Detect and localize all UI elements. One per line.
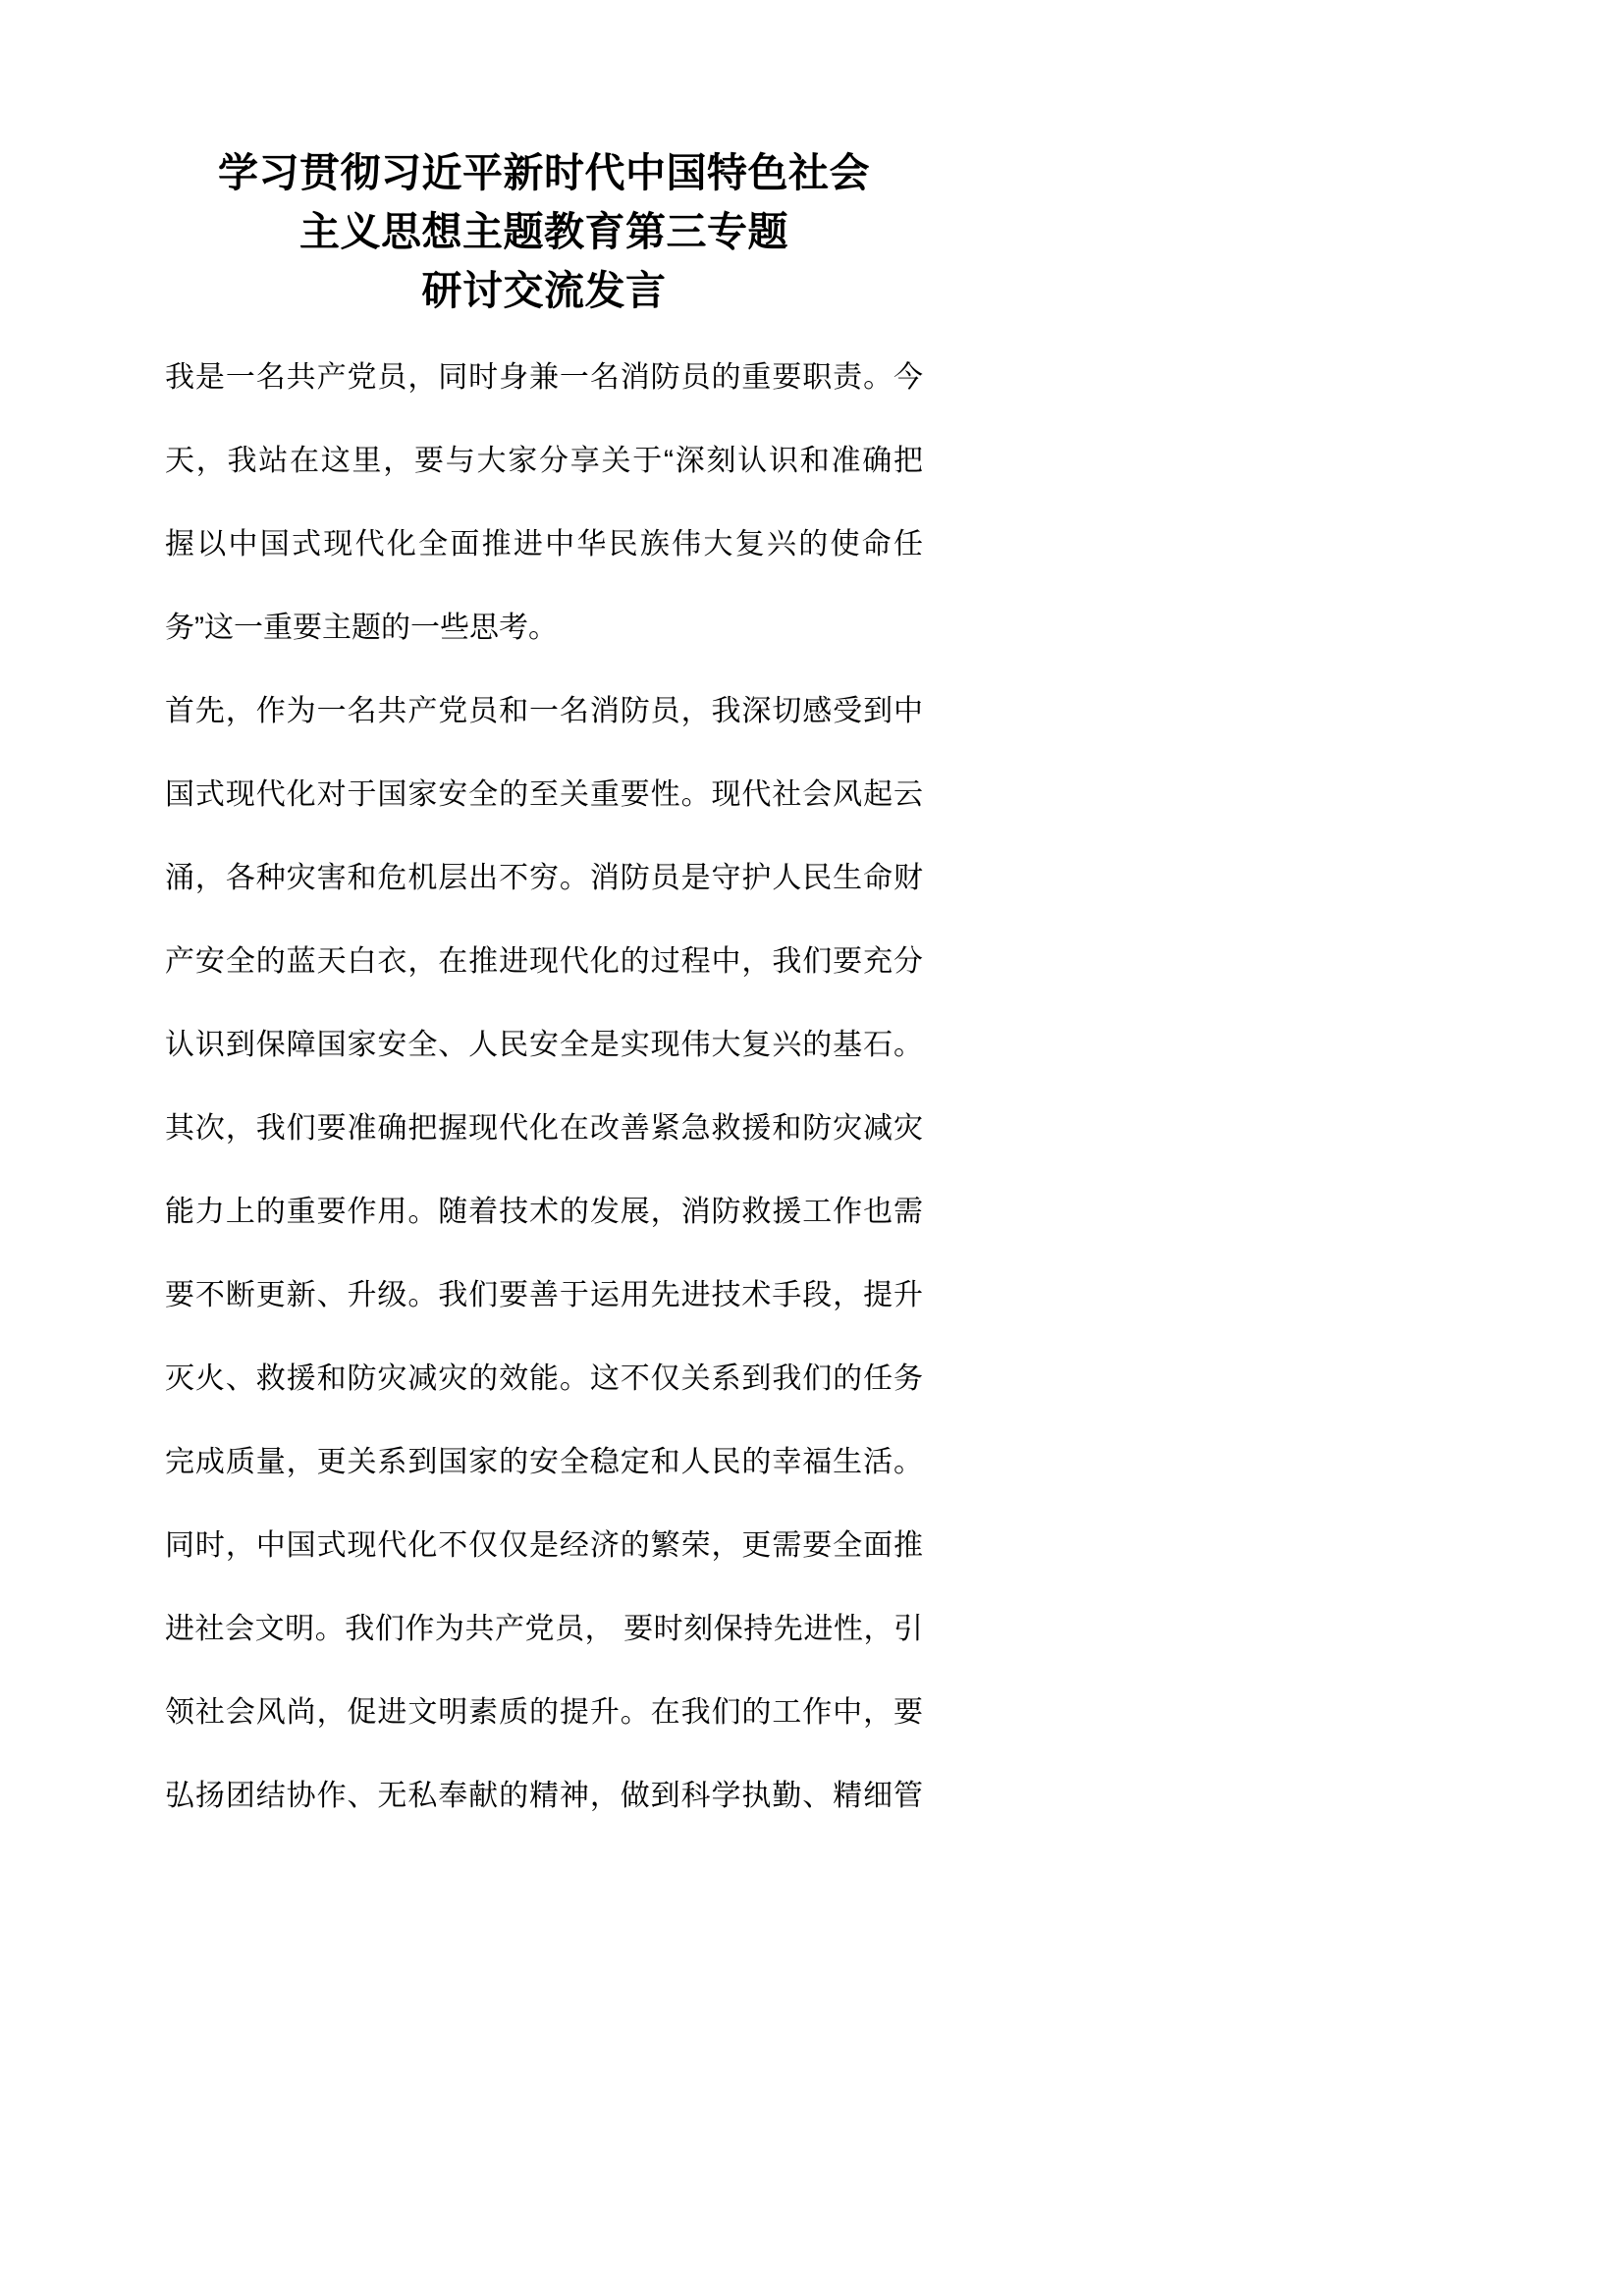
text-line: 务”这一重要主题的一些思考。 (165, 612, 558, 644)
text-line: 能力上的重要作用。随着技术的发展，消防救援工作也需 (165, 1196, 923, 1228)
text-line: 天，我站在这里，要与大家分享关于“深刻认识和准确把 (165, 445, 923, 477)
document-body (165, 336, 923, 1838)
text-line: 弘扬团结协作、无私奉献的精神，做到科学执勤、精细管 (165, 1780, 923, 1812)
text-line: 涌，各种灾害和危机层出不穷。消防员是守护人民生命财 (165, 862, 923, 894)
text-line: 首先，作为一名共产党员和一名消防员，我深切感受到中 (165, 695, 923, 727)
paragraph (165, 669, 923, 1838)
document-content (165, 143, 923, 1838)
title-line: 主义思想主题教育第三专题 (299, 209, 788, 254)
text-line: 领社会风尚，促进文明素质的提升。在我们的工作中，要 (165, 1696, 923, 1729)
text-line: 进社会文明。我们作为共产党员， 要时刻保持先进性，引 (165, 1613, 923, 1645)
text-line: 产安全的蓝天白衣，在推进现代化的过程中，我们要充分 (165, 945, 923, 978)
text-line: 其次，我们要准确把握现代化在改善紧急救援和防灾减灾 (165, 1112, 923, 1145)
text-line: 灭火、救援和防灾减灾的效能。这不仅关系到我们的任务 (165, 1362, 923, 1395)
text-line: 完成质量，更关系到国家的安全稳定和人民的幸福生活。 (165, 1446, 923, 1478)
title-line: 学习贯彻习近平新时代中国特色社会 (218, 150, 870, 195)
text-line: 要不断更新、升级。我们要善于运用先进技术手段，提升 (165, 1279, 923, 1311)
text-line: 我是一名共产党员，同时身兼一名消防员的重要职责。今 (165, 361, 923, 394)
text-line: 同时，中国式现代化不仅仅是经济的繁荣，更需要全面推 (165, 1529, 923, 1562)
title-line: 研讨交流发言 (421, 268, 667, 313)
text-line: 认识到保障国家安全、人民安全是实现伟大复兴的基石。 (165, 1029, 923, 1061)
document-title (165, 143, 923, 320)
text-line: 国式现代化对于国家安全的至关重要性。现代社会风起云 (165, 778, 923, 811)
paragraph (165, 336, 923, 669)
text-line: 握以中国式现代化全面推进中华民族伟大复兴的使命任 (165, 528, 923, 561)
